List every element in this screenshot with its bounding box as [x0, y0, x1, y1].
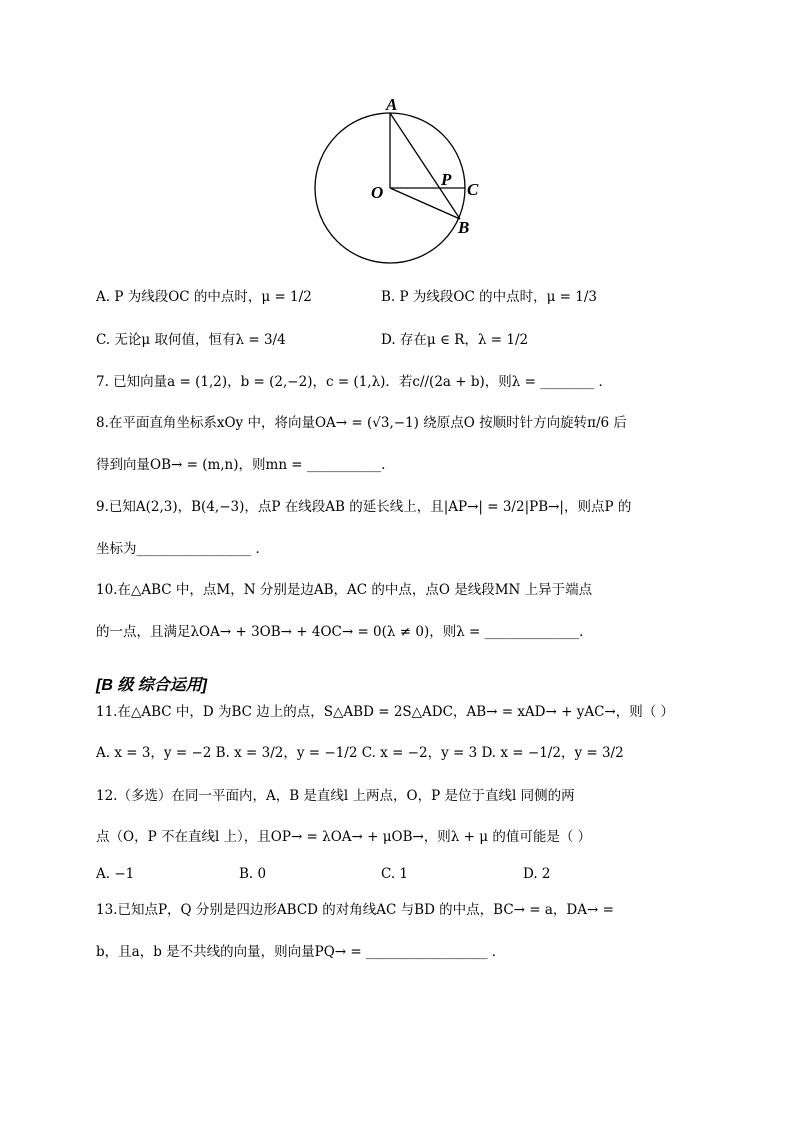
- q10-line2: 的一点，且满足λOA→ + 3OB→ + 4OC→ = 0(λ ≠ 0)，则λ = ______________.: [96, 624, 584, 640]
- q12-line1: 12.（多选）在同一平面内，A，B 是直线l 上两点，O，P 是位于直线l 同侧的两: [96, 788, 575, 804]
- q12-line2: 点（O，P 不在直线l 上），且OP→ = λOA→ + μOB→，则λ + μ 的值可能是（ ）: [96, 829, 592, 845]
- q12-option-c: C. 1: [381, 866, 409, 882]
- label-O: O: [371, 183, 384, 202]
- q8-line1: 8.在平面直角坐标系xOy 中，将向量OA→ = (√3,−1) 绕原点O 按顺时针方向旋转π/6 后: [96, 415, 627, 431]
- label-P: P: [441, 170, 452, 189]
- label-B: B: [458, 218, 470, 237]
- q12-option-d: D. 2: [523, 866, 551, 882]
- q13-line2: b，且a，b 是不共线的向量，则向量PQ→ = __________________ ．: [96, 944, 506, 960]
- q6-option-b: B. P 为线段OC 的中点时，μ = 1/3: [381, 289, 597, 305]
- q6-option-a: A. P 为线段OC 的中点时，μ = 1/2: [96, 289, 312, 305]
- q13-line1: 13.已知点P，Q 分别是四边形ABCD 的对角线AC 与BD 的中点，BC→ = a，DA→ =: [96, 902, 614, 918]
- label-A: A: [386, 95, 398, 114]
- circle-figure: [300, 88, 490, 268]
- q11-stem: 11.在△ABC 中，D 为BC 边上的点，S△ABD = 2S△ADC，AB→ = xAD→ + yAC→，则（ ）: [96, 704, 675, 720]
- q9-line2: 坐标为_________________ ．: [96, 541, 270, 557]
- section-title: [B 级 综合运用]: [96, 677, 208, 694]
- q6-option-d: D. 存在μ ∈ R，λ = 1/2: [381, 332, 529, 348]
- q12-option-b: B. 0: [239, 866, 267, 882]
- q12-option-a: A. −1: [96, 866, 135, 882]
- q7-text: 7. 已知向量a = (1,2)，b = (2,−2)，c = (1,λ)．若c//(2a + b)，则λ = ________ ．: [96, 374, 612, 390]
- q9-line1: 9.已知A(2,3)，B(4,−3)，点P 在线段AB 的延长线上，且|AP→| = 3/2|PB→|，则点P 的: [96, 499, 632, 515]
- q6-option-c: C. 无论μ 取何值，恒有λ = 3/4: [96, 332, 286, 348]
- q11-options: A. x = 3，y = −2 B. x = 3/2，y = −1/2 C. x = −2，y = 3 D. x = −1/2，y = 3/2: [96, 745, 624, 761]
- label-C: C: [467, 180, 479, 199]
- q8-line2: 得到向量OB→ = (m,n)，则mn = ___________.: [96, 457, 386, 473]
- q10-line1: 10.在△ABC 中，点M，N 分别是边AB，AC 的中点，点O 是线段MN 上异于端点: [96, 582, 593, 598]
